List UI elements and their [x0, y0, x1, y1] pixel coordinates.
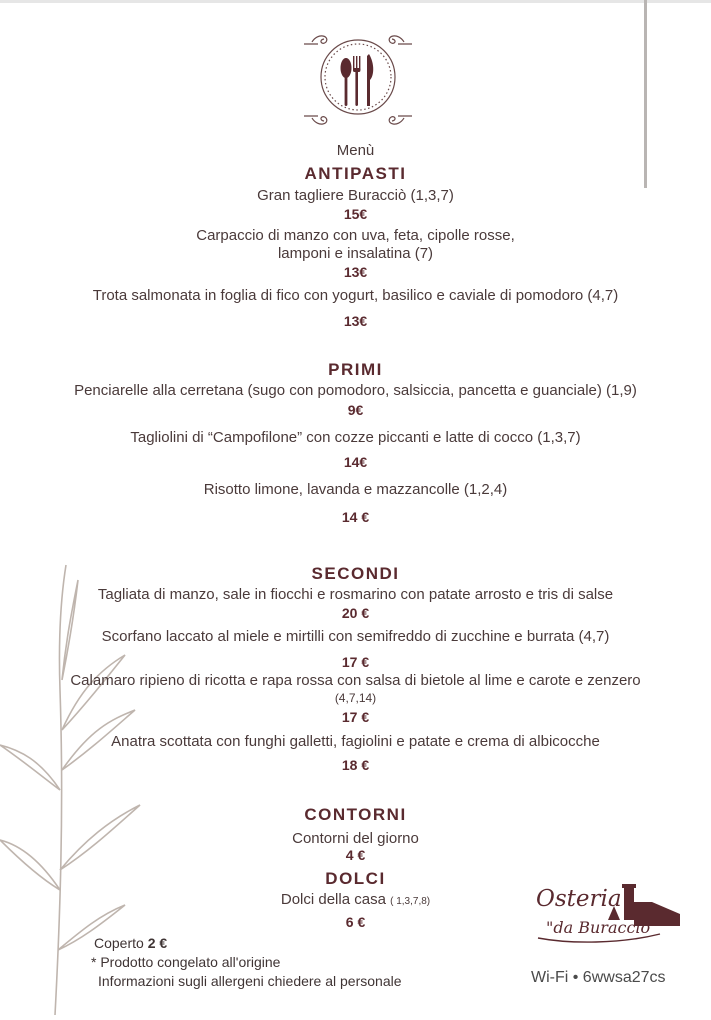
menu-item-price: 14€ — [343, 454, 368, 470]
top-border — [0, 0, 711, 3]
menu-item-price: 9€ — [347, 402, 364, 418]
menu-item-name: Tagliolini di “Campofilone” con cozze piccanti e latte di cocco (1,3,7) — [130, 429, 581, 446]
menu-item-price: 17 € — [341, 654, 370, 670]
menu-item-price: 14 € — [341, 509, 370, 525]
coperto-label: Coperto — [94, 935, 144, 951]
menu-item-name: Dolci della casa — [280, 891, 386, 908]
menu-item-name: Tagliata di manzo, sale in fiocchi e rosmarino con patate arrosto e tris di salse — [97, 586, 614, 603]
decorative-vertical-line — [644, 0, 647, 188]
cutlery-emblem-icon — [300, 30, 416, 130]
menu-item-price: 13€ — [343, 264, 368, 280]
primi-heading: PRIMI — [328, 360, 383, 379]
coperto-price: 2 € — [147, 935, 168, 951]
menu-title: Menù — [336, 142, 375, 159]
menu-item-name: Anatra scottata con funghi galletti, fagiolini e patate e crema di albicocche — [111, 733, 600, 750]
dolci-heading: DOLCI — [325, 869, 386, 888]
contorni-heading: CONTORNI — [304, 805, 407, 824]
menu-item-name: Contorni del giorno — [292, 830, 419, 847]
antipasti-heading: ANTIPASTI — [304, 164, 407, 183]
logo-text-osteria: Osteria — [536, 886, 622, 912]
menu-item-name: Risotto limone, lavanda e mazzancolle (1,2,4) — [203, 481, 508, 498]
menu-item-price: 6 € — [345, 914, 366, 930]
secondi-heading: SECONDI — [311, 564, 400, 583]
menu-item-price: 4 € — [345, 847, 366, 863]
menu-item-price: 13€ — [343, 313, 368, 329]
menu-item-allergens: (4,7,14) — [334, 691, 377, 705]
frozen-note: * Prodotto congelato all'origine — [91, 954, 281, 970]
menu-item-price: 17 € — [341, 709, 370, 725]
menu-item-allergens: ( 1,3,7,8) — [390, 896, 431, 907]
menu-item-name: Gran tagliere Buracciò (1,3,7) — [257, 187, 454, 204]
menu-item-name: Calamaro ripieno di ricotta e rapa rossa con salsa di bietole al lime e carote e zenzero — [70, 672, 641, 689]
menu-item-price: 20 € — [341, 605, 370, 621]
menu-item-name: Penciarelle alla cerretana (sugo con pomodoro, salsiccia, pancetta e guanciale) (1,9) — [74, 382, 637, 399]
menu-item-price: 18 € — [341, 757, 370, 773]
logo-text-da-buraccio: "da Buracciò" — [546, 918, 658, 937]
menu-item-name: Scorfano laccato al miele e mirtilli con semifreddo di zucchine e burrata (4,7) — [101, 628, 610, 645]
menu-item-name-continued: lamponi e insalatina (7) — [277, 245, 434, 262]
wifi-info: Wi-Fi • 6wwsa27cs — [531, 969, 666, 986]
menu-item-price: 15€ — [343, 206, 368, 222]
allergen-note: Informazioni sugli allergeni chiedere al personale — [98, 973, 402, 989]
menu-item-name: Carpaccio di manzo con uva, feta, cipolle rosse, — [196, 227, 515, 244]
menu-item-name: Trota salmonata in foglia di fico con yogurt, basilico e caviale di pomodoro (4,7) — [92, 287, 619, 304]
coperto-note — [94, 935, 167, 951]
